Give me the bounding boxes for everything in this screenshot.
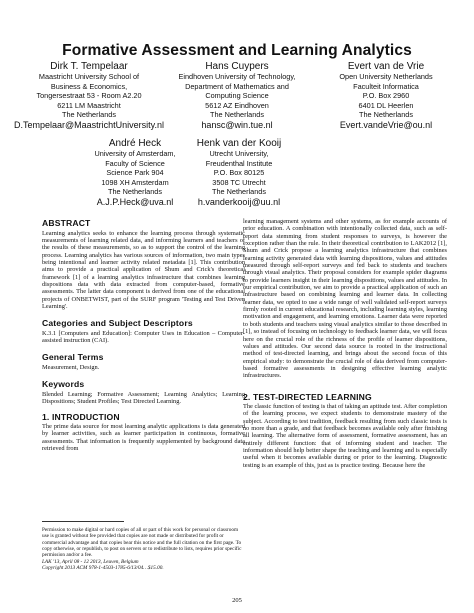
author-affiliation: Science Park 904	[106, 168, 164, 178]
author-affiliation: P.O. Box 2960	[362, 91, 410, 101]
author-affiliation: The Netherlands	[212, 187, 266, 197]
keywords-heading: Keywords	[42, 379, 85, 390]
author-affiliation: The Netherlands	[108, 187, 162, 197]
left-column	[42, 218, 245, 452]
author-name: Hans Cuypers	[205, 61, 269, 72]
author-name: Henk van der Kooij	[196, 138, 282, 149]
author-block	[311, 61, 461, 130]
author-affiliation: Faculty of Science	[105, 158, 165, 168]
author-affiliation: Maastricht University School of	[38, 72, 140, 81]
author-affiliation: The Netherlands	[359, 110, 413, 120]
categories-heading: Categories and Subject Descriptors	[42, 318, 193, 329]
author-affiliation: Computing Science	[205, 91, 269, 101]
right-column	[243, 218, 447, 469]
author-name: Evert van de Vrie	[347, 61, 425, 72]
author-affiliation: Business & Economics,	[50, 81, 128, 91]
permission-text: Permission to make digital or hard copies of all or part of this work for personal or classroom use is granted without fee provided that copies are not made or distributed for profit or commercial advantage and that copies bear this notice and the full citation on the first page. To copy otherwise, or republish, to post on servers or to redistribute to lists, requires prior specific permission and/or a fee.	[42, 527, 242, 559]
author-affiliation: Department of Mathematics and	[185, 81, 289, 91]
permission-footnote	[42, 527, 244, 571]
section2-text: The classic function of testing is that of taking an aptitude test. After completion of the learning process, we expect students to demonstrate mastery of the subject. According to test tradition, feedback resulting from such classic tests is no more than a grade, and that feedback becomes available only after finishing all learning. The alternative form of assessment, formative assessment, has an entirely different function: that of informing student and teacher. The information should help better shape the teaching and learning and is especially useful when it becomes available during or prior to the learning. Diagnostic testing is an example of this, just as is practice testing. Because here the	[243, 403, 448, 469]
author-block	[14, 61, 164, 130]
general-terms-heading: General Terms	[42, 352, 104, 363]
author-email[interactable]: Evert.vandeVrie@ou.nl	[339, 119, 433, 130]
author-affiliation: Faculteit Informatica	[353, 81, 419, 91]
author-affiliation: The Netherlands	[62, 110, 116, 120]
author-affiliation: Utrecht University,	[209, 149, 269, 158]
author-email[interactable]: D.Tempelaar@MaastrichtUniversity.nl	[14, 119, 165, 130]
author-email[interactable]: hansc@win.tue.nl	[201, 119, 273, 130]
author-block	[168, 138, 310, 207]
author-email[interactable]: A.J.P.Heck@uva.nl	[96, 196, 174, 207]
author-affiliation: 6211 LM Maastricht	[57, 100, 121, 110]
author-affiliation: University of Amsterdam,	[94, 149, 176, 158]
abstract-text: Learning analytics seeks to enhance the learning process through systematic measurements of learning related data, and informing learners and teachers of the results of these measurements, so as to support the control of the learning process. Learning analytics has various sources of information, two main types being intentional and learner activity related metadata [1]. This contribution aims to provide a practical application of Shum and Crick's theoretical framework [1] of a learning analytics infrastructure that combines learning dispositions data with data extracted from computer-based, formative assessments. The latter data component is derived from one of the educational projects of ONBETWIST, part of the SURF program 'Testing and Test Driven Learning'.	[42, 229, 245, 310]
author-affiliation: Eindhoven University of Technology,	[178, 72, 296, 81]
general-terms-text: Measurement, Design.	[42, 363, 100, 371]
author-affiliation: P.O. Box 80125	[213, 168, 265, 178]
author-affiliation: The Netherlands	[210, 110, 264, 120]
author-affiliation: 3508 TC Utrecht	[212, 177, 266, 187]
conference-line: LAK '13, April 08 - 12 2013, Leuven, Belgium	[42, 558, 139, 565]
introduction-text: The prime data source for most learning analytic applications is data generated by learner activities, such as learner participation in continuous, formative assessments. That information is frequently supplemented by background data retrieved from	[42, 423, 245, 453]
abstract-heading: ABSTRACT	[42, 218, 91, 228]
copyright-line: Copyright 2013 ACM 978-1-4503-1785-6/13/04…$15.00.	[42, 565, 164, 572]
paper-title: Formative Assessment and Learning Analytics	[62, 42, 412, 59]
author-affiliation: Tongersestraat 53 - Room A2.20	[36, 91, 142, 101]
author-name: Dirk T. Tempelaar	[50, 61, 128, 72]
author-affiliation: Open University Netherlands	[339, 72, 433, 81]
author-email[interactable]: h.vanderkooij@uu.nl	[197, 196, 281, 207]
author-affiliation: 5612 AZ Eindhoven	[205, 100, 269, 110]
introduction-continued-text: learning management systems and other systems, as for example accounts of prior education. A combination with intentionally collected data, such as self-report data stemming from student responses to surveys, is however the exception rather than the rule. In their theoretical contribution to LAK2012 [1], Shum and Crick propose a learning analytics infrastructure that combines learning activity generated data with learning dispositions, values and attitudes measured through self-report surveys and fed back to students and teachers through visual analytics. Their proposal considers for example spider diagrams to provide learners insight in their learning dispositions, values and attitudes. In our empirical contribution, we aim to provide a practical application of such an infrastructure based on combining learning and learner data. In collecting learner data, we opted to use a wide range of well validated self-report surveys firmly rooted in current educational research, including learning styles, learning motivation and engagement, and learning emotions. Learner data were reported to both students and teachers using visual analytics similar to those described in [1], so instead of focusing on technology to feedback learner data, we will focus here on the crucial role of the richness of the profile of learner dispositions, values and attitudes. Our second data source is rooted in the instructional method of test-directed learning, and brings about the second focus of this empirical study: to demonstrate the crucial role of data derived from computer-based formative assessments in designing effective learning analytic infrastructures.	[243, 218, 447, 380]
author-affiliation: 1098 XH Amsterdam	[101, 177, 169, 187]
keywords-text: Blended Learning; Formative Assessment; Learning Analytics; Learning Dispositions; Student Profiles; Test Directed Learning.	[42, 390, 245, 406]
footnote-divider	[42, 521, 124, 522]
author-affiliation: 6401 DL Heerlen	[358, 100, 414, 110]
author-name: André Heck	[108, 138, 162, 149]
author-affiliation: Freudenthal Institute	[205, 158, 273, 168]
categories-text: K.3.1 [Computers and Education]: Computer Uses in Education – Computer-assisted instruction (CAI).	[42, 329, 245, 345]
section2-heading: 2. TEST-DIRECTED LEARNING	[243, 391, 372, 402]
page-number: 205	[232, 597, 242, 604]
author-block	[164, 61, 310, 130]
introduction-heading: 1. INTRODUCTION	[42, 411, 120, 422]
